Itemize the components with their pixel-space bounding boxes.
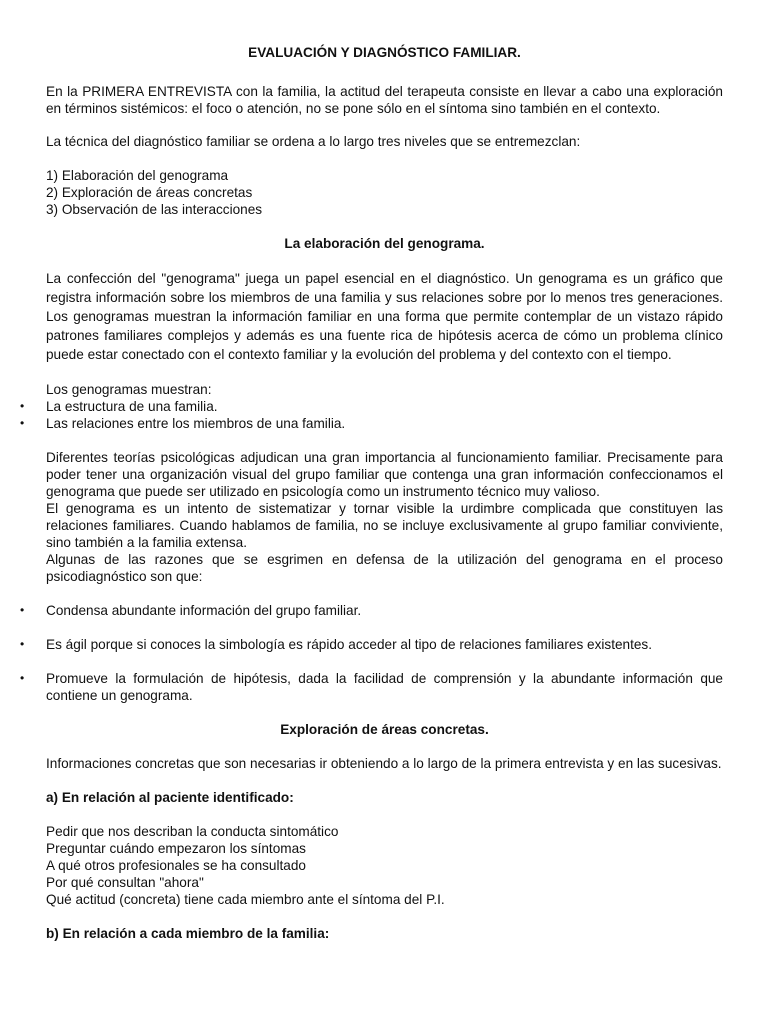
list-item: Por qué consultan "ahora" [46,875,204,890]
list-item: 1) Elaboración del genograma [46,168,229,183]
list-item: 3) Observación de las interacciones [46,202,263,217]
list-item: • La estructura de una familia. [46,398,723,415]
list-item: Pedir que nos describan la conducta sintomático [46,824,339,839]
genograma-paragraph-1: La confección del "genograma" juega un papel esencial en el diagnóstico. Un genograma es un gráfico que registra información sobre los miembros de una familia y sus relaciones sobre por lo menos tres generaciones. Los genogramas muestran la información familiar en una forma que permite contemplar de un vistazo rápido patrones familiares complejos y además es una fuente rica de hipótesis acerca de cómo un problema clínico puede estar conectado con el contexto familiar y la evolución del problema y del contexto con el tiempo. [46,271,723,362]
reasons-list [46,602,723,704]
list-item: A qué otros profesionales se ha consultado [46,858,306,873]
list-item: • Las relaciones entre los miembros de una familia. [46,415,723,432]
areas-paragraph-1: Informaciones concretas que son necesarias ir obteniendo a lo largo de la primera entrevista y en las sucesivas. [46,756,722,771]
genograma-paragraph-3: El genograma es un intento de sistematizar y tornar visible la urdimbre complicada que constituyen las relaciones familiares. Cuando hablamos de familia, no se incluye exclusivamente al grupo familiar conviviente, sino también a la familia extensa. [46,501,723,550]
paciente-list [46,823,723,908]
list-item: Qué actitud (concreta) tiene cada miembro ante el síntoma del P.I. [46,892,445,907]
section-heading-genograma: La elaboración del genograma. [284,236,485,251]
document-title: EVALUACIÓN Y DIAGNÓSTICO FAMILIAR. [248,45,521,60]
subheading-paciente: a) En relación al paciente identificado: [46,790,294,805]
list-item: Preguntar cuándo empezaron los síntomas [46,841,306,856]
list-item: • Condensa abundante información del grupo familiar. [46,602,723,619]
list-item: • Promueve la formulación de hipótesis, dada la facilidad de comprensión y la abundante información que contiene un genograma. [46,670,723,704]
intro-paragraph-1: En la PRIMERA ENTREVISTA con la familia, la actitud del terapeuta consiste en llevar a cabo una exploración en términos sistémicos: el foco o atención, no se pone sólo en el síntoma sino también en el contexto. [46,84,723,116]
intro-paragraph-2: La técnica del diagnóstico familiar se ordena a lo largo tres niveles que se entremezclan: [46,134,581,149]
document-body [46,44,723,942]
subheading-miembros: b) En relación a cada miembro de la familia: [46,926,330,941]
genograma-list-intro: Los genogramas muestran: [46,382,212,397]
genograma-paragraph-4: Algunas de las razones que se esgrimen en defensa de la utilización del genograma en el proceso psicodiagnóstico son que: [46,552,723,584]
list-item: • Es ágil porque si conoces la simbología es rápido acceder al tipo de relaciones familiares existentes. [46,636,723,653]
genograma-shows-list [46,398,723,432]
section-heading-areas: Exploración de áreas concretas. [280,722,489,737]
list-item: 2) Exploración de áreas concretas [46,185,253,200]
levels-list [46,167,723,218]
genograma-paragraph-2: Diferentes teorías psicológicas adjudican una gran importancia al funcionamiento familiar. Precisamente para poder tener una organización visual del grupo familiar que contenga una gran información confeccionamos el genograma que puede ser utilizado en psicología como un instrumento técnico muy valioso. [46,450,723,499]
